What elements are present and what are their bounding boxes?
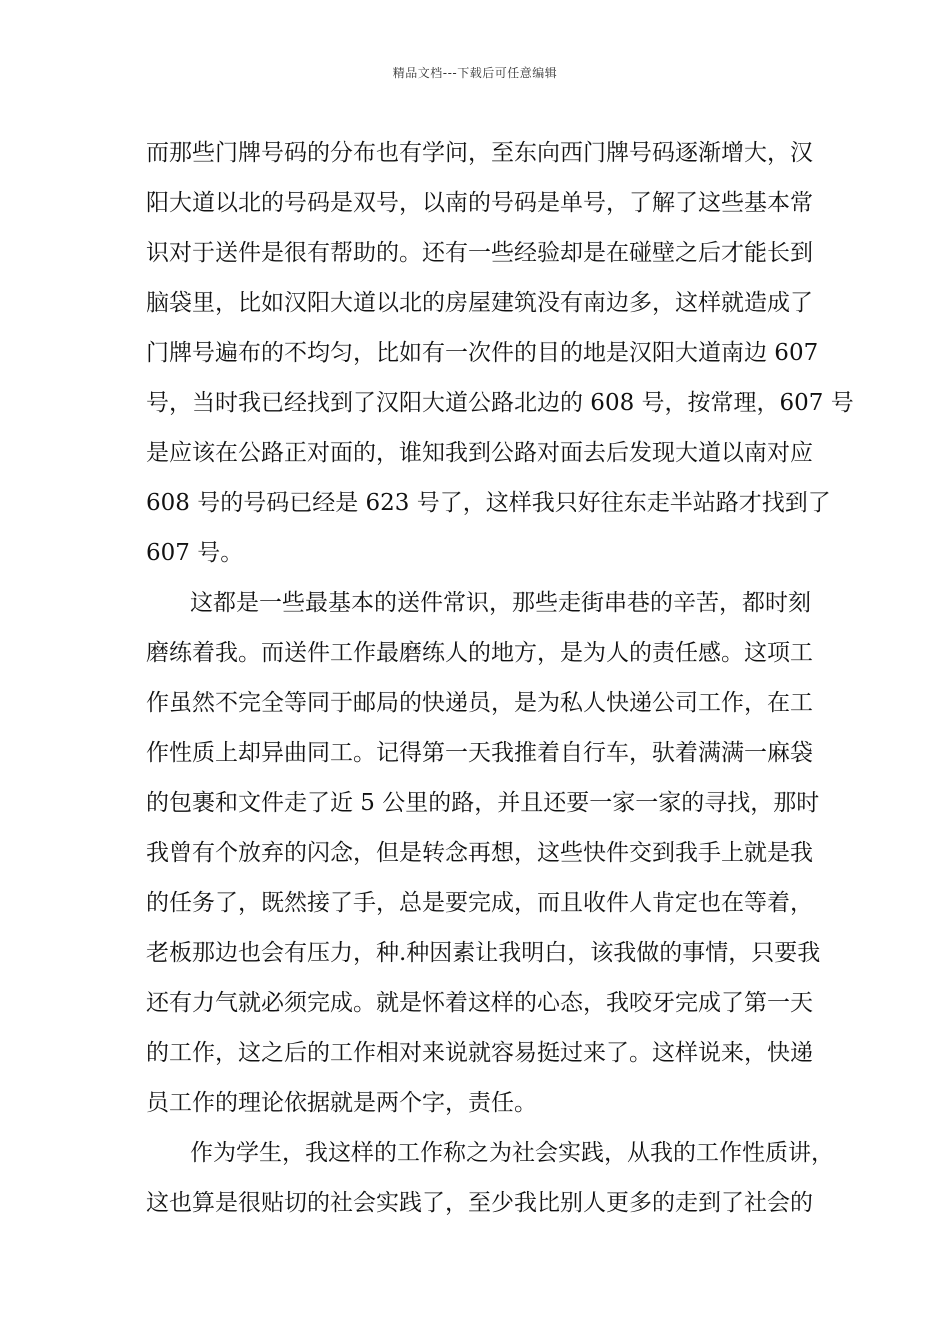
text-line: 的任务了，既然接了手，总是要完成，而且收件人肯定也在等着， — [146, 890, 813, 916]
text-line: 是应该在公路正对面的，谁知我到公路对面去后发现大道以南对应 — [146, 440, 813, 466]
text-line: 这都是一些最基本的送件常识，那些走街串巷的辛苦，都时刻 — [190, 590, 811, 616]
text-line: 阳大道以北的号码是双号，以南的号码是单号，了解了这些基本常 — [146, 190, 813, 216]
text-line: 还有力气就必须完成。就是怀着这样的心态，我咬牙完成了第一天 — [146, 990, 813, 1016]
text-line: 磨练着我。而送件工作最磨练人的地方，是为人的责任感。这项工 — [146, 640, 813, 666]
text-line: 的工作，这之后的工作相对来说就容易挺过来了。这样说来，快递 — [146, 1040, 813, 1066]
text-line: 的包裹和文件走了近 5 公里的路，并且还要一家一家的寻找，那时 — [146, 790, 820, 816]
paragraph-3 — [146, 1128, 834, 1228]
text-line: 而那些门牌号码的分布也有学问，至东向西门牌号码逐渐增大，汉 — [146, 140, 813, 166]
paragraph-1 — [146, 128, 854, 578]
text-line: 号，当时我已经找到了汉阳大道公路北边的 608 号，按常理，607 号 — [146, 390, 854, 416]
text-line: 老板那边也会有压力，种.种因素让我明白，该我做的事情，只要我 — [146, 940, 821, 966]
text-line: 作虽然不完全等同于邮局的快递员，是为私人快递公司工作，在工 — [146, 690, 813, 716]
text-line: 607 号。 — [146, 540, 244, 566]
text-line: 作性质上却异曲同工。记得第一天我推着自行车，驮着满满一麻袋 — [146, 740, 813, 766]
text-line: 脑袋里，比如汉阳大道以北的房屋建筑没有南边多，这样就造成了 — [146, 290, 813, 316]
page-header: 精品文档---下载后可任意编辑 — [392, 66, 558, 80]
text-line: 识对于送件是很有帮助的。还有一些经验却是在碰壁之后才能长到 — [146, 240, 813, 266]
text-line: 作为学生，我这样的工作称之为社会实践，从我的工作性质讲， — [190, 1140, 834, 1166]
text-line: 员工作的理论依据就是两个字，责任。 — [146, 1090, 537, 1116]
text-line: 608 号的号码已经是 623 号了，这样我只好往东走半站路才找到了 — [146, 490, 831, 516]
paragraph-2 — [146, 578, 822, 1128]
text-line: 我曾有个放弃的闪念，但是转念再想，这些快件交到我手上就是我 — [146, 840, 813, 866]
text-line: 门牌号遍布的不均匀，比如有一次件的目的地是汉阳大道南边 607 — [146, 340, 819, 366]
document-body — [146, 128, 854, 1228]
text-line: 这也算是很贴切的社会实践了，至少我比别人更多的走到了社会的 — [146, 1190, 813, 1216]
